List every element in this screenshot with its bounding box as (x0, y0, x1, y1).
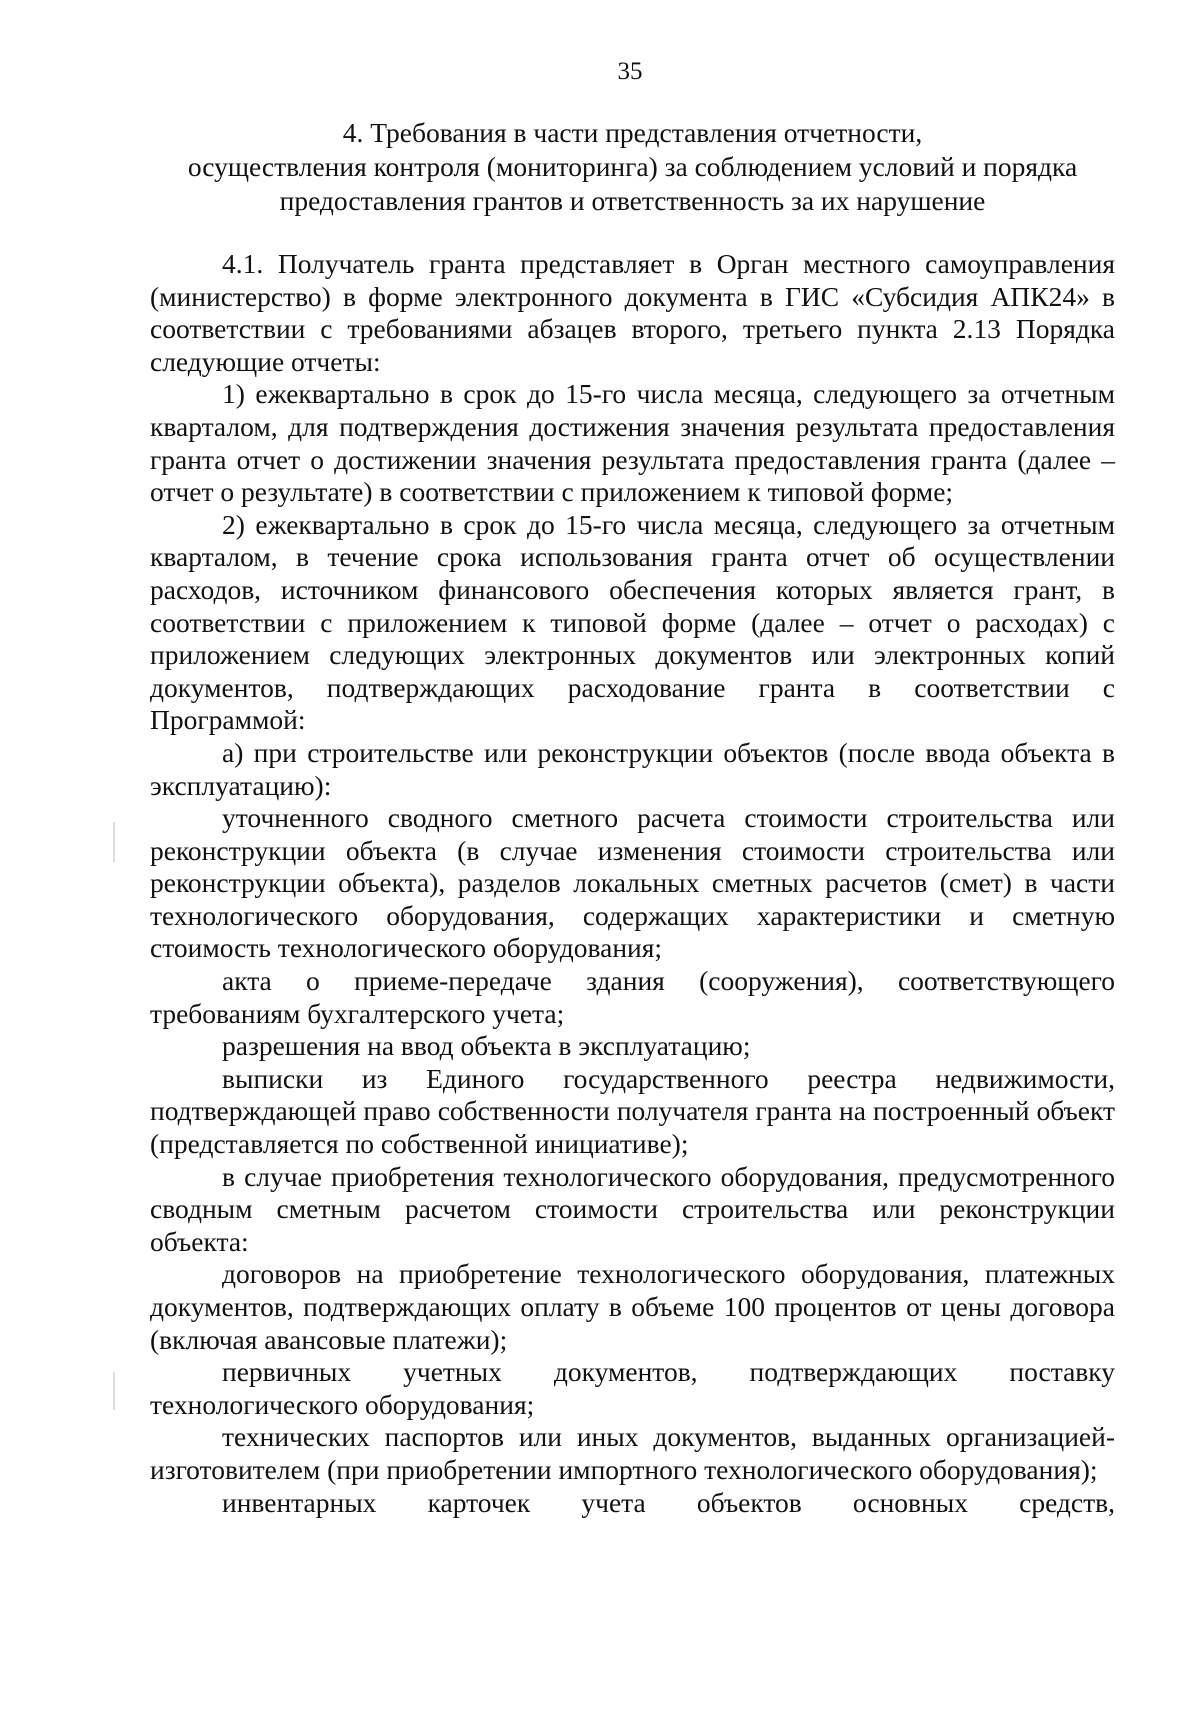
document-body (150, 248, 1115, 1519)
paragraph-subitem-a: а) при строительстве или реконструкции объектов (после ввода объекта в эксплуатацию): (150, 736, 1115, 801)
paragraph-act: акта о приеме-передаче здания (сооружения), соответствующего требованиям бухгалтерского учета; (150, 965, 1115, 1029)
scan-margin-mark (113, 822, 115, 862)
section-heading-line: 4. Требования в части представления отчетности, (342, 117, 923, 148)
paragraph-estimate: уточненного сводного сметного расчета стоимости строительства или реконструкции объекта (в случае изменения стоимости строительства или реконструкции объекта), разделов локальных сметных расчетов (смет) в части технологического оборудования, содержащих характеристики и сметную стоимость технологического оборудования; (150, 802, 1115, 964)
paragraph-item-1: 1) ежеквартально в срок до 15-го числа месяца, следующего за отчетным кварталом, для подтверждения достижения значения результата предоставления гранта отчет о достижении значения результата предоставления гранта (далее – отчет о результате) в соответствии с приложением к типовой форме; (150, 378, 1115, 508)
paragraph-4-1: 4.1. Получатель гранта представляет в Орган местного самоуправления (министерство) в форме электронного документа в ГИС «Субсидия АПК24» в соответствии с требованиями абзацев второго, третьего пункта 2.13 Порядка следующие отчеты: (150, 248, 1115, 377)
paragraph-registry-extract: выписки из Единого государственного реестра недвижимости, подтверждающей право собственности получателя гранта на построенный объект (представляется по собственной инициативе); (150, 1062, 1115, 1160)
paragraph-item-2: 2) ежеквартально в срок до 15-го числа месяца, следующего за отчетным кварталом, в течение срока использования гранта отчет об осуществлении расходов, источником финансового обеспечения которых является грант, в соответствии с приложением к типовой форме (далее – отчет о расходах) с приложением следующих электронных документов или электронных копий документов, подтверждающих расходование гранта в соответствии с Программой: (150, 508, 1115, 736)
page-number: 35 (617, 58, 643, 85)
paragraph-equipment-case: в случае приобретения технологического оборудования, предусмотренного сводным сметным расчетом стоимости строительства или реконструкции объекта: (150, 1160, 1115, 1257)
paragraph-contracts: договоров на приобретение технологического оборудования, платежных документов, подтверждающих оплату в объеме 100 процентов от цены договора (включая авансовые платежи); (150, 1258, 1115, 1355)
paragraph-inventory-cards: инвентарных карточек учета объектов основных средств, (222, 1486, 1115, 1518)
section-heading (150, 116, 1115, 218)
paragraph-primary-documents: первичных учетных документов, подтверждающих поставку технологического оборудования; (150, 1356, 1115, 1420)
section-heading-line: предоставления грантов и ответственность за их нарушение (279, 185, 986, 216)
scan-margin-mark (113, 1372, 115, 1410)
section-heading-line: осуществления контроля (мониторинга) за соблюдением условий и порядка (187, 151, 1078, 182)
paragraph-tech-passports: технических паспортов или иных документов, выданных организацией-изготовителем (при приобретении импортного технологического оборудования); (150, 1421, 1115, 1485)
paragraph-permit: разрешения на ввод объекта в эксплуатацию; (222, 1030, 751, 1062)
